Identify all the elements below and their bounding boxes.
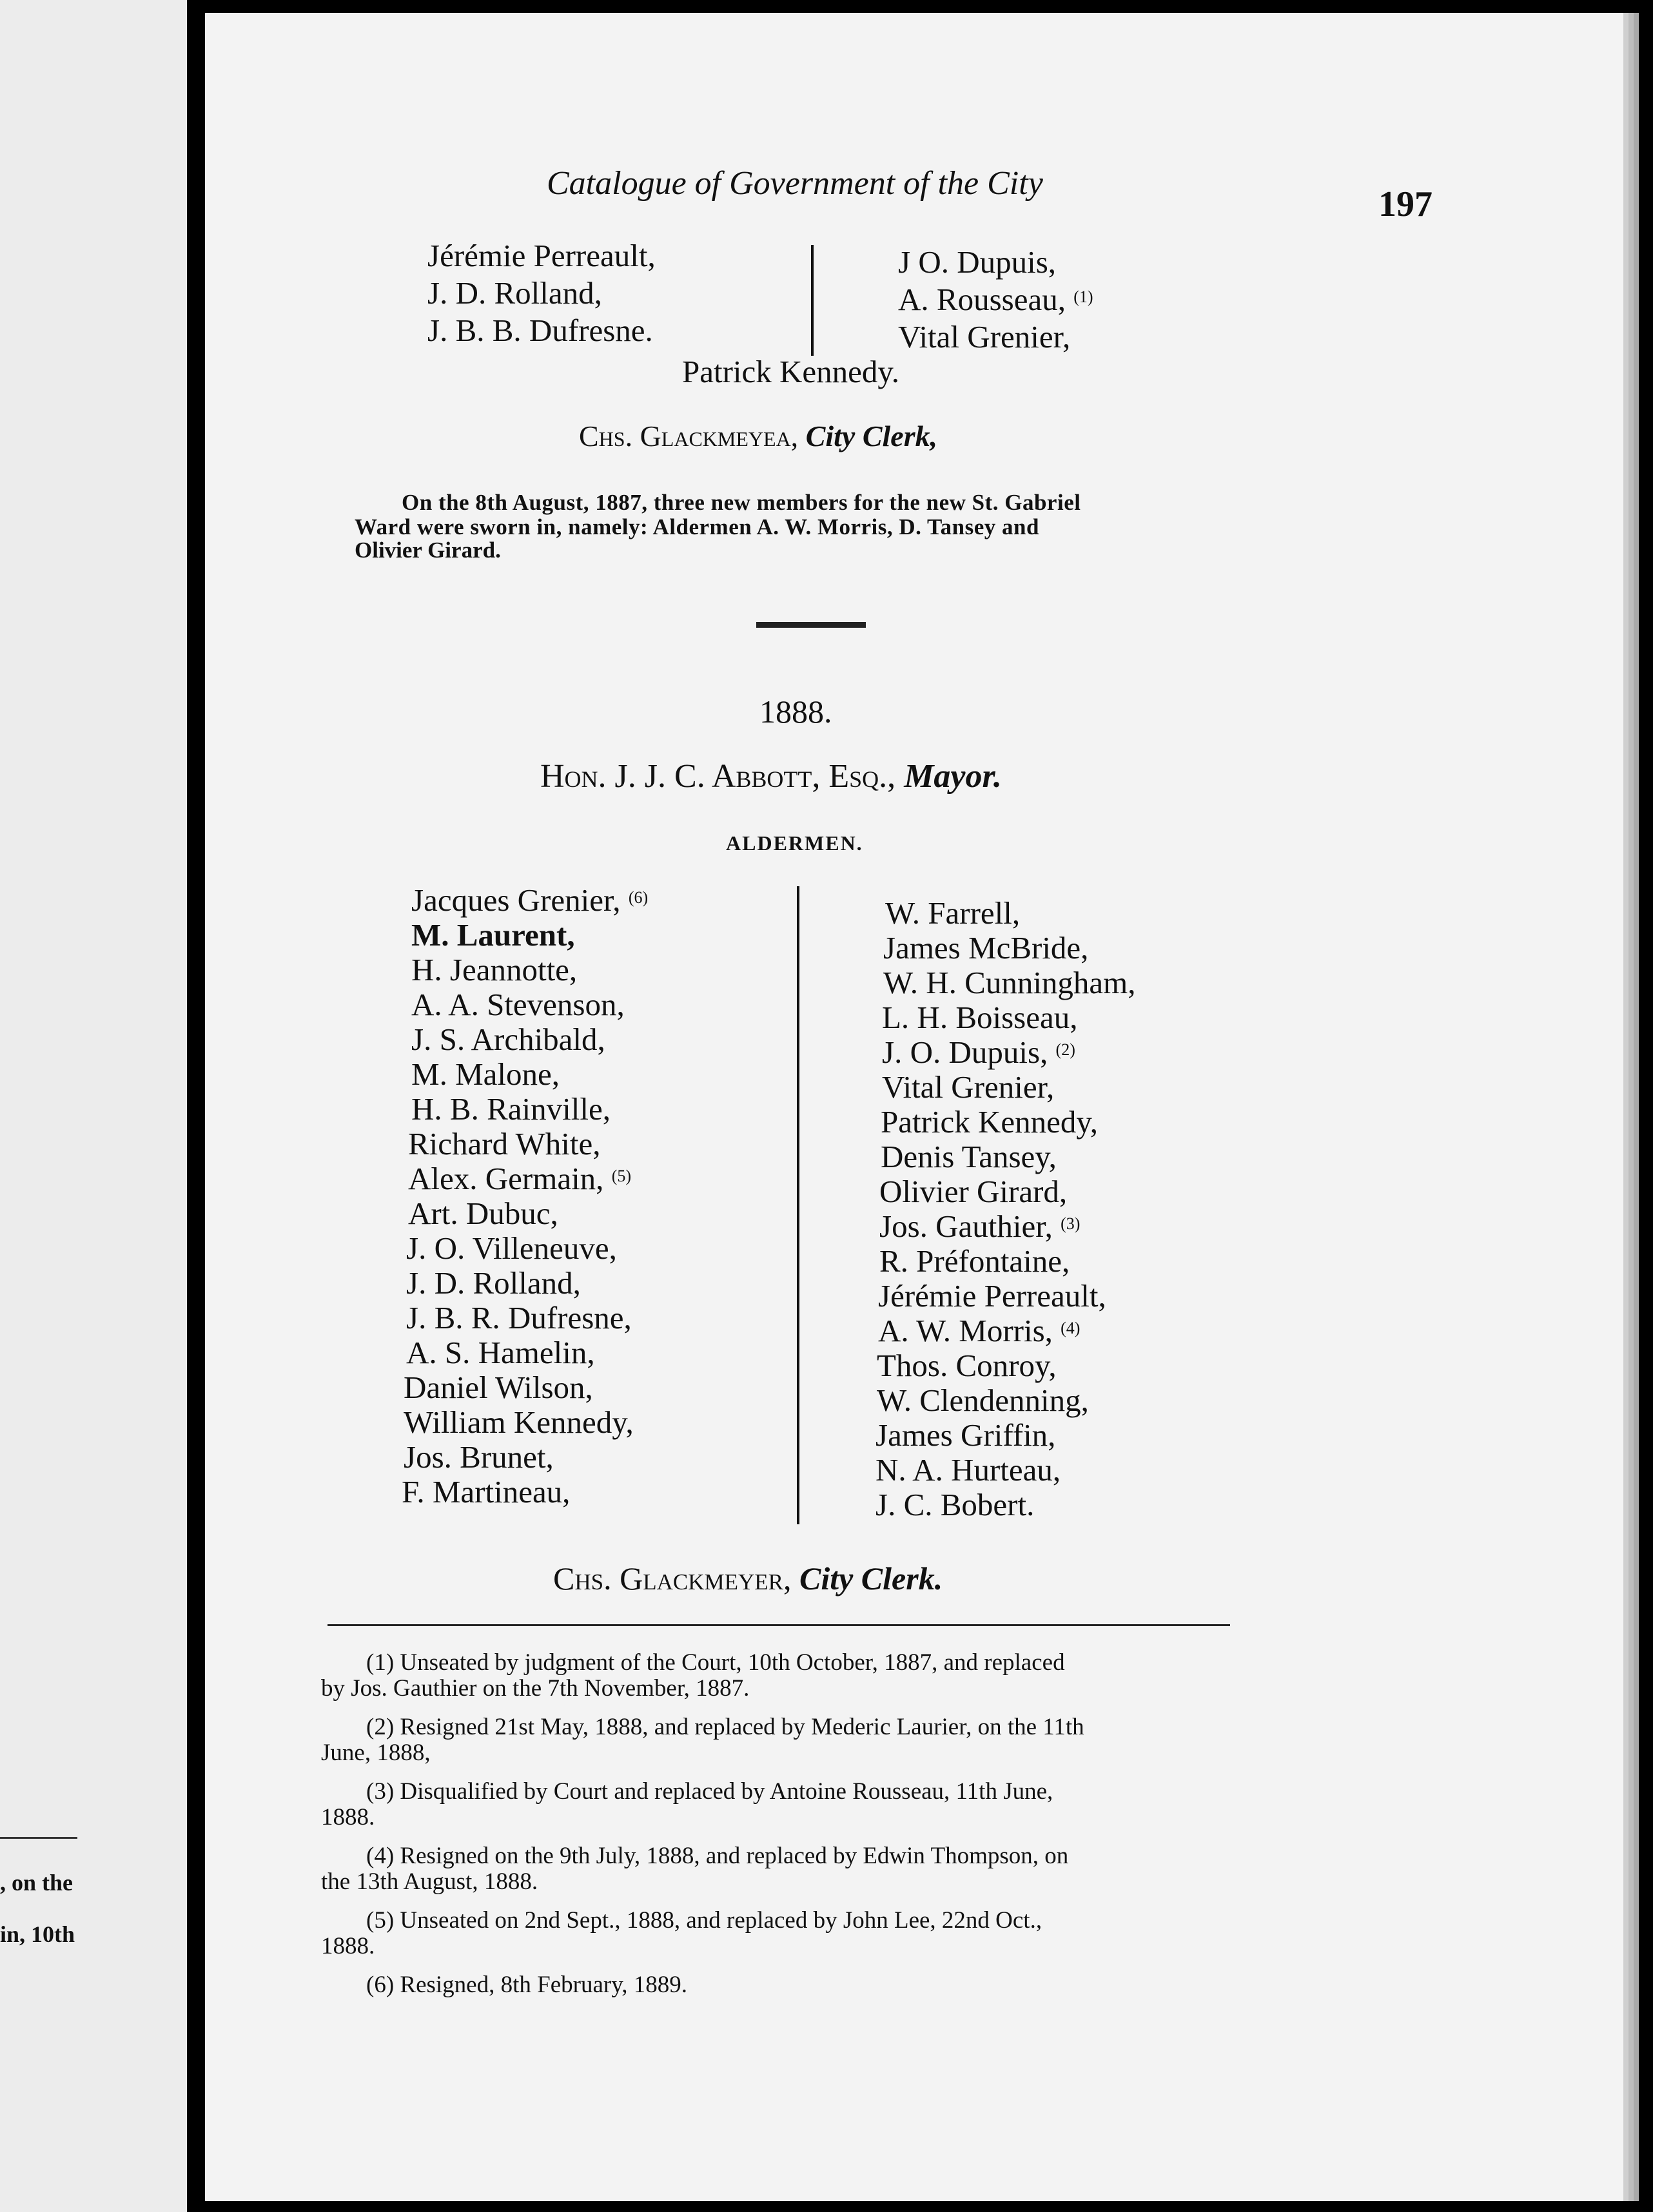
alderman-name: Daniel Wilson, (404, 1370, 593, 1405)
alderman-name: J. O. Dupuis, $^{(2)}$ (882, 1034, 1075, 1070)
footnote-marker: (4) (1061, 1319, 1081, 1337)
alderman-name: Vital Grenier, (882, 1069, 1055, 1105)
alderman-name: H. B. Rainville, (411, 1091, 611, 1127)
city-clerk-signature: Chs. Glackmeyer, City Clerk. (553, 1560, 943, 1596)
left-page-rule (0, 1837, 77, 1839)
alderman-name: M. Malone, (411, 1056, 560, 1092)
alderman-name: A. A. Stevenson, (411, 987, 625, 1022)
notice-line: Olivier Girard. (355, 538, 501, 563)
notice-line: Ward were sworn in, namely: Aldermen A. W. Morris, D. Tansey and (355, 514, 1039, 539)
alderman-name: Vital Grenier, (898, 319, 1071, 354)
running-header: Catalogue of Government of the City (547, 165, 1043, 202)
alderman-name-centered: Patrick Kennedy. (682, 354, 899, 389)
alderman-name: J. O. Villeneuve, (406, 1230, 617, 1266)
section-divider (756, 622, 866, 628)
alderman-name: Alex. Germain, $^{(5)}$ (408, 1161, 632, 1196)
alderman-name: A. Rousseau, $^{(1)}$ (898, 282, 1093, 317)
column-divider (797, 886, 799, 1524)
footnote: (1) Unseated by judgment of the Court, 10th October, 1887, and replaced by Jos. Gauthier on the 7th November, 1887. (321, 1649, 1065, 1702)
alderman-name: A. S. Hamelin, (406, 1335, 595, 1370)
alderman-name: J O. Dupuis, (898, 244, 1057, 280)
alderman-name: W. Farrell, (885, 895, 1021, 931)
footnote: (4) Resigned on the 9th July, 1888, and replaced by Edwin Thompson, on the 13th August, 1888. (321, 1843, 1069, 1895)
alderman-name: J. D. Rolland, (427, 275, 602, 311)
footnote: (3) Disqualified by Court and replaced by Antoine Rousseau, 11th June, 1888. (321, 1778, 1053, 1830)
alderman-name: Patrick Kennedy, (881, 1104, 1098, 1140)
left-facing-page (0, 0, 187, 2212)
alderman-name: F. Martineau, (402, 1474, 571, 1509)
year-heading: 1888. (759, 694, 832, 730)
alderman-name: Denis Tansey, (881, 1139, 1057, 1174)
alderman-name: Jérémie Perreault, (427, 238, 656, 273)
footnote-marker: (1) (1073, 287, 1093, 306)
footnote: (5) Unseated on 2nd Sept., 1888, and replaced by John Lee, 22nd Oct., 1888. (321, 1907, 1042, 1959)
alderman-name: J. B. R. Dufresne, (406, 1300, 632, 1335)
alderman-name: Art. Dubuc, (408, 1196, 558, 1231)
footnote-rule (328, 1624, 1230, 1626)
mayor-line: Hon. J. J. C. Abbott, Esq., Mayor. (540, 758, 1002, 795)
alderman-name: Richard White, (408, 1126, 601, 1161)
alderman-name: J. S. Archibald, (411, 1022, 605, 1057)
alderman-name: J. D. Rolland, (406, 1265, 581, 1301)
footnote-marker: (2) (1055, 1040, 1075, 1059)
alderman-name: Jos. Gauthier, $^{(3)}$ (879, 1208, 1081, 1244)
alderman-name: L. H. Boisseau, (882, 1000, 1078, 1035)
footnote: (2) Resigned 21st May, 1888, and replaced by Mederic Laurier, on the 11th June, 1888, (321, 1714, 1084, 1766)
left-page-fragment: , on the (0, 1870, 73, 1896)
alderman-name: N. A. Hurteau, (875, 1452, 1061, 1488)
aldermen-heading: ALDERMEN. (726, 831, 863, 855)
footnote-marker: (6) (628, 888, 649, 907)
alderman-name: H. Jeannotte, (411, 952, 578, 987)
alderman-name: A. W. Morris, $^{(4)}$ (878, 1313, 1081, 1348)
alderman-name: J. B. B. Dufresne. (427, 313, 653, 348)
city-clerk-signature: Chs. Glackmeyea, City Clerk, (579, 420, 938, 452)
alderman-name: Thos. Conroy, (877, 1348, 1057, 1383)
alderman-name: William Kennedy, (404, 1404, 634, 1440)
page-number: 197 (1378, 184, 1433, 224)
alderman-name: James McBride, (883, 930, 1089, 965)
footnote-marker: (3) (1061, 1214, 1081, 1233)
alderman-name: M. Laurent, (411, 917, 575, 953)
alderman-name: Jos. Brunet, (404, 1439, 554, 1475)
main-page (205, 13, 1623, 2201)
alderman-name: James Griffin, (875, 1417, 1056, 1453)
column-divider (811, 245, 814, 356)
alderman-name: Jérémie Perreault, (878, 1278, 1106, 1314)
footnote: (6) Resigned, 8th February, 1889. (366, 1972, 688, 1998)
alderman-name: Jacques Grenier, $^{(6)}$ (411, 882, 649, 918)
alderman-name: J. C. Bobert. (875, 1487, 1035, 1522)
notice-line: On the 8th August, 1887, three new members for the new St. Gabriel (402, 490, 1081, 515)
footnote-marker: (5) (611, 1167, 632, 1185)
alderman-name: W. H. Cunningham, (883, 965, 1136, 1000)
alderman-name: W. Clendenning, (877, 1382, 1089, 1418)
left-page-fragment: in, 10th (0, 1921, 75, 1947)
alderman-name: Olivier Girard, (879, 1174, 1068, 1209)
alderman-name: R. Préfontaine, (879, 1243, 1070, 1279)
